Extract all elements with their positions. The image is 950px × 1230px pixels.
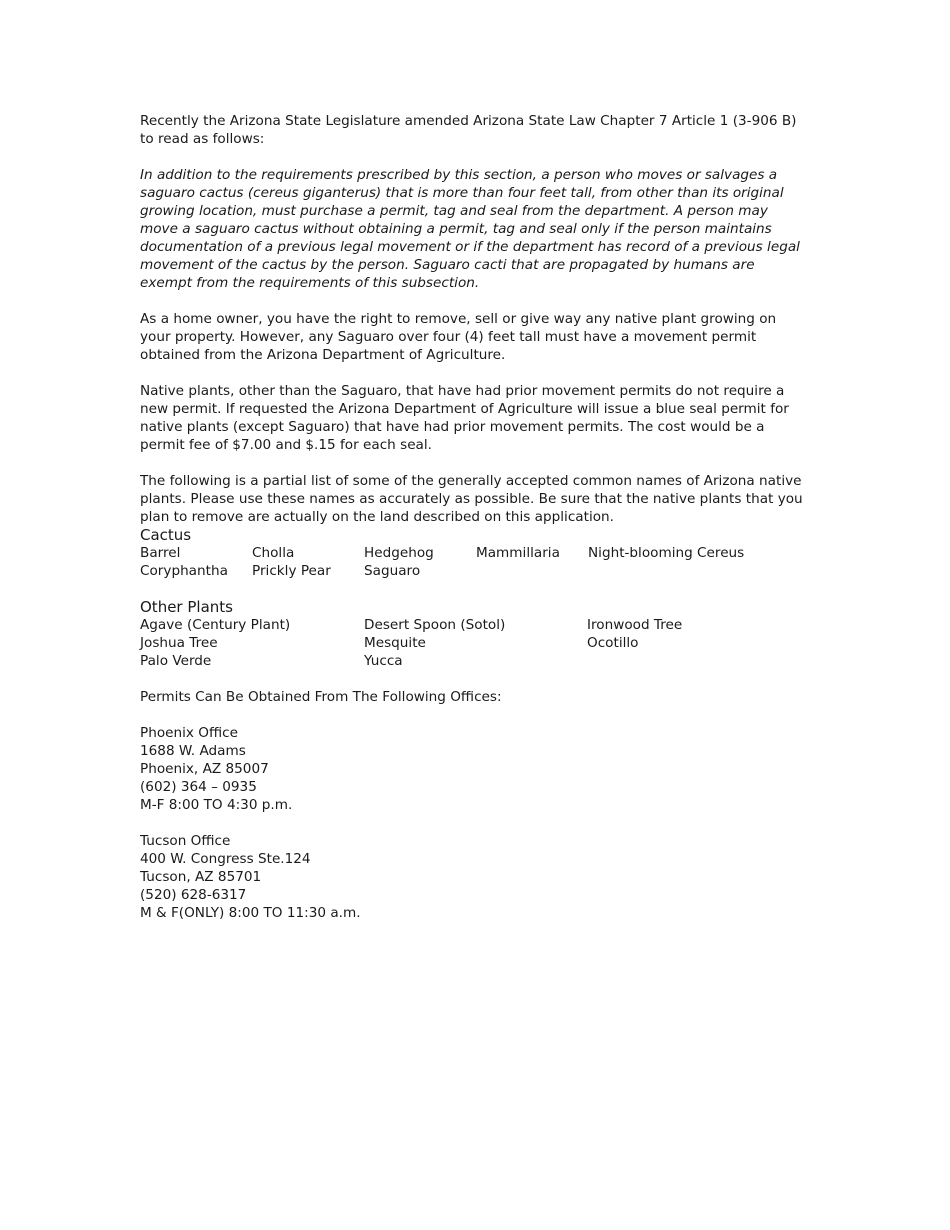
office-phone: (602) 364 – 0935 [140,779,257,795]
cactus-item: Coryphantha [140,563,228,579]
office-hours: M-F 8:00 TO 4:30 p.m. [140,797,293,813]
cactus-item: Hedgehog [364,545,434,561]
cactus-item: Night-blooming Cereus [588,545,745,561]
cactus-item: Barrel [140,545,181,561]
cactus-list [140,544,810,580]
plant-item: Joshua Tree [140,635,218,651]
native-plants-paragraph: Native plants, other than the Saguaro, that have had prior movement permits do not require a new permit. If requested the Arizona Department of Agriculture will issue a blue seal permit for native plants (except Saguaro) that have had prior movement permits. The cost would be a permit fee of $7.00 and $.15 for each seal. [140,383,789,453]
cactus-heading: Cactus [140,526,192,544]
office-city: Tucson, AZ 85701 [140,869,262,885]
plant-item: Yucca [364,653,403,669]
document-page [140,112,810,922]
office-name: Tucson Office [140,833,231,849]
other-plants-heading: Other Plants [140,598,233,616]
office-phone: (520) 628-6317 [140,887,247,903]
intro-paragraph: Recently the Arizona State Legislature amended Arizona State Law Chapter 7 Article 1 (3-906 B) to read as follows: [140,113,797,147]
other-plants-list [140,616,810,670]
permits-heading: Permits Can Be Obtained From The Following Offices: [140,689,502,705]
homeowner-paragraph: As a home owner, you have the right to remove, sell or give way any native plant growing on your property. However, any Saguaro over four (4) feet tall must have a movement permit obtained from the Arizona Department of Agriculture. [140,311,777,363]
cactus-item: Mammillaria [476,545,560,561]
cactus-section [140,526,810,580]
cactus-item: Saguaro [364,563,421,579]
plant-item: Desert Spoon (Sotol) [364,617,506,633]
office-name: Phoenix Office [140,725,238,741]
cactus-item: Cholla [252,545,295,561]
plant-item: Ironwood Tree [587,617,683,633]
spacer [140,670,810,688]
spacer [140,580,810,598]
plant-item: Palo Verde [140,653,212,669]
office-city: Phoenix, AZ 85007 [140,761,269,777]
other-plants-section [140,598,810,670]
phoenix-office [140,724,810,814]
cactus-item: Prickly Pear [252,563,331,579]
plant-item: Agave (Century Plant) [140,617,291,633]
office-hours: M & F(ONLY) 8:00 TO 11:30 a.m. [140,905,361,921]
statute-quote: In addition to the requirements prescribed by this section, a person who moves or salvages a saguaro cactus (cereus giganterus) that is more than four feet tall, from other than its original growing location, must purchase a permit, tag and seal from the department. A person may move a saguaro cactus without obtaining a permit, tag and seal only if the person maintains documentation of a previous legal movement or if the department has record of a previous legal movement of the cactus by the person. Saguaro cacti that are propagated by humans are exempt from the requirements of this subsection. [140,167,800,291]
partial-list-paragraph: The following is a partial list of some of the generally accepted common names of Arizona native plants. Please use these names as accurately as possible. Be sure that the native plants that you plan to remove are actually on the land described on this application. [140,473,803,525]
tucson-office [140,832,810,922]
office-address: 1688 W. Adams [140,743,246,759]
office-address: 400 W. Congress Ste.124 [140,851,311,867]
plant-item: Mesquite [364,635,426,651]
plant-item: Ocotillo [587,635,639,651]
